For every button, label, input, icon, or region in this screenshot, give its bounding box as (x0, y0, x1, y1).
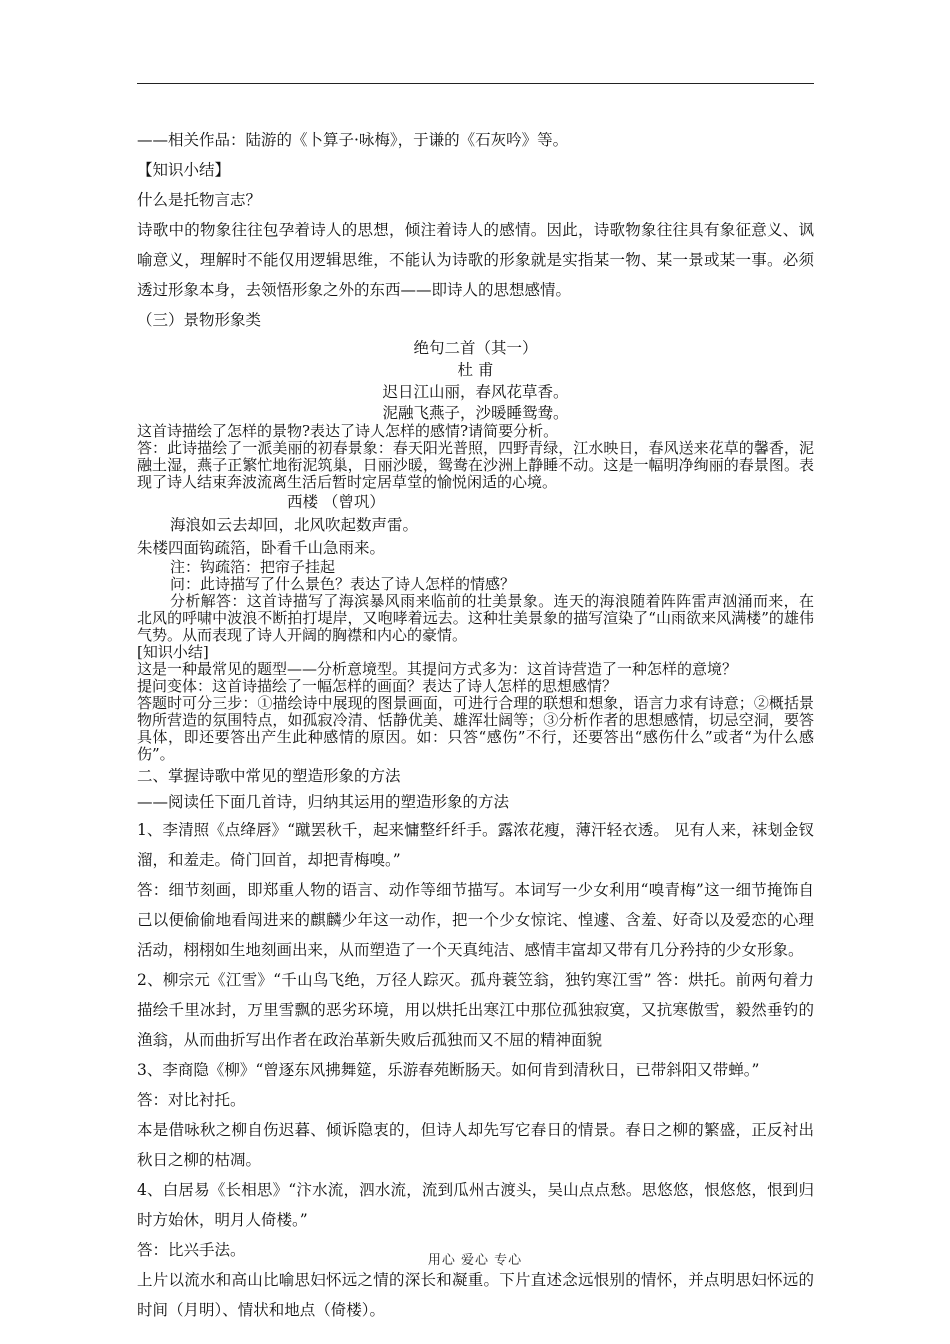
item-4-explanation: 上片以流水和高山比喻思妇怀远之情的深长和凝重。下片直述念远恨别的情怀，并点明思妇怀远的时间（月明）、情状和地点（倚楼）。 (137, 1271, 814, 1319)
summary-question: 什么是托物言志？ (137, 191, 262, 209)
item-1-answer: 答：细节刻画，即郑重人物的语言、动作等细节描写。本词写一少女利用“嗅青梅”这一细节掩饰自己以便偷偷地看闯进来的麒麟少年这一动作，把一个少女惊诧、惶遽、含羞、好奇以及爱恋的心理活动，栩栩如生地刻画出来，从而塑造了一个天真纯洁、感情丰富却又带有几分矜持的少女形象。 (137, 881, 814, 959)
related-works: ——相关作品：陆游的《卜算子·咏梅》，于谦的《石灰吟》等。 (137, 131, 569, 149)
item-4-answer: 答：比兴手法。 (137, 1241, 246, 1259)
summary2-p2: 提问变体：这首诗描绘了一幅怎样的画面？表达了诗人怎样的思想感情？ (137, 677, 618, 695)
poem2-question: 问：此诗描写了什么景色？表达了诗人怎样的情感？ (170, 575, 516, 593)
poem1-line2: 泥融飞燕子，沙暖睡鸳鸯。 (382, 404, 569, 422)
poem2-line1: 海浪如云去却回，北风吹起数声雷。 (170, 516, 419, 534)
document-body (137, 125, 814, 1325)
poem2-title: 西楼 （曾巩） (287, 493, 385, 511)
item-2-question: 2、柳宗元《江雪》“千山鸟飞绝，万径人踪灭。孤舟蓑笠翁，独钓寒江雪” 答：烘托。前两句着力描绘千里冰封，万里雪飘的恶劣环境，用以烘托出寒江中那位孤独寂寞，又抗寒傲雪，毅然垂钓的渔翁，从而曲折写出作者在政治革新失败后孤独而又不屈的精神面貌 (137, 971, 814, 1049)
page-footer: 用心 爱心 专心 (427, 1253, 523, 1268)
section-two-intro: ——阅读任下面几首诗，归纳其运用的塑造形象的方法 (137, 793, 510, 811)
section-three-heading: （三）景物形象类 (137, 311, 262, 329)
item-3-explanation: 本是借咏秋之柳自伤迟暮、倾诉隐衷的，但诗人却先写它春日的情景。春日之柳的繁盛，正反衬出秋日之柳的枯凋。 (137, 1121, 814, 1169)
poem1-author: 杜 甫 (457, 361, 494, 379)
summary2-p1: 这是一种最常见的题型——分析意境型。其提问方式多为：这首诗营造了一种怎样的意境？ (137, 660, 738, 678)
item-3-answer: 答：对比衬托。 (137, 1091, 246, 1109)
summary2-heading: [知识小结] (137, 643, 209, 661)
item-1-question: 1、李清照《点绛唇》“蹴罢秋千，起来慵整纤纤手。露浓花瘦，薄汗轻衣透。 见有人来，袜刬金钗溜，和羞走。倚门回首，却把青梅嗅。” (137, 821, 814, 869)
item-3-question: 3、李商隐《柳》“曾逐东风拂舞筵，乐游春苑断肠天。如何肯到清秋日，已带斜阳又带蝉。” (137, 1061, 760, 1079)
header-rule (137, 83, 814, 84)
poem1-question: 这首诗描绘了怎样的景物?表达了诗人怎样的感情?请简要分析。 (137, 422, 559, 440)
poem1-line1: 迟日江山丽，春风花草香。 (382, 383, 569, 401)
poem2-note: 注：钩疏箔：把帘子挂起 (170, 558, 336, 576)
summary2-p3: 答题时可分三步：①描绘诗中展现的图景画面，可进行合理的联想和想象，语言力求有诗意；②概括景物所营造的氛围特点，如孤寂冷清、恬静优美、雄浑壮阔等；③分析作者的思想感情，切忌空洞，要答具体，即还要答出产生此种感情的原因。如：只答“感伤”不行，还要答出“感伤什么”或者“为什么感伤”。 (137, 694, 814, 763)
item-4-question: 4、白居易《长相思》“汴水流，泗水流，流到瓜州古渡头，吴山点点愁。思悠悠，恨悠悠，恨到归时方始休，明月人倚楼。” (137, 1181, 814, 1229)
poem2-line2: 朱楼四面钩疏箔，卧看千山急雨来。 (137, 539, 386, 557)
poem2-analysis: 分析解答：这首诗描写了海滨暴风雨来临前的壮美景象。连天的海浪随着阵阵雷声汹涌而来，在北风的呼啸中波浪不断拍打堤岸，又咆哮着远去。这种壮美景象的描写渲染了“山雨欲来风满楼”的雄伟气势。从而表现了诗人开阔的胸襟和内心的豪情。 (137, 592, 814, 644)
poem1-title: 绝句二首（其一） (413, 339, 538, 357)
summary-heading: 【知识小结】 (137, 161, 231, 179)
summary-body: 诗歌中的物象往往包孕着诗人的思想，倾注着诗人的感情。因此，诗歌物象往往具有象征意义、讽喻意义，理解时不能仅用逻辑思维，不能认为诗歌的形象就是实指某一物、某一景或某一事。必须透过形象本身，去领悟形象之外的东西——即诗人的思想感情。 (137, 221, 814, 299)
poem1-answer: 答：此诗描绘了一派美丽的初春景象：春天阳光普照，四野青绿，江水映日，春风送来花草的馨香，泥融土湿，燕子正繁忙地衔泥筑巢，日丽沙暖，鸳鸯在沙洲上静睡不动。这是一幅明净绚丽的春景图。表现了诗人结束奔波流离生活后暂时定居草堂的愉悦闲适的心境。 (137, 439, 814, 491)
section-two-heading: 二、掌握诗歌中常见的塑造形象的方法 (137, 767, 401, 785)
